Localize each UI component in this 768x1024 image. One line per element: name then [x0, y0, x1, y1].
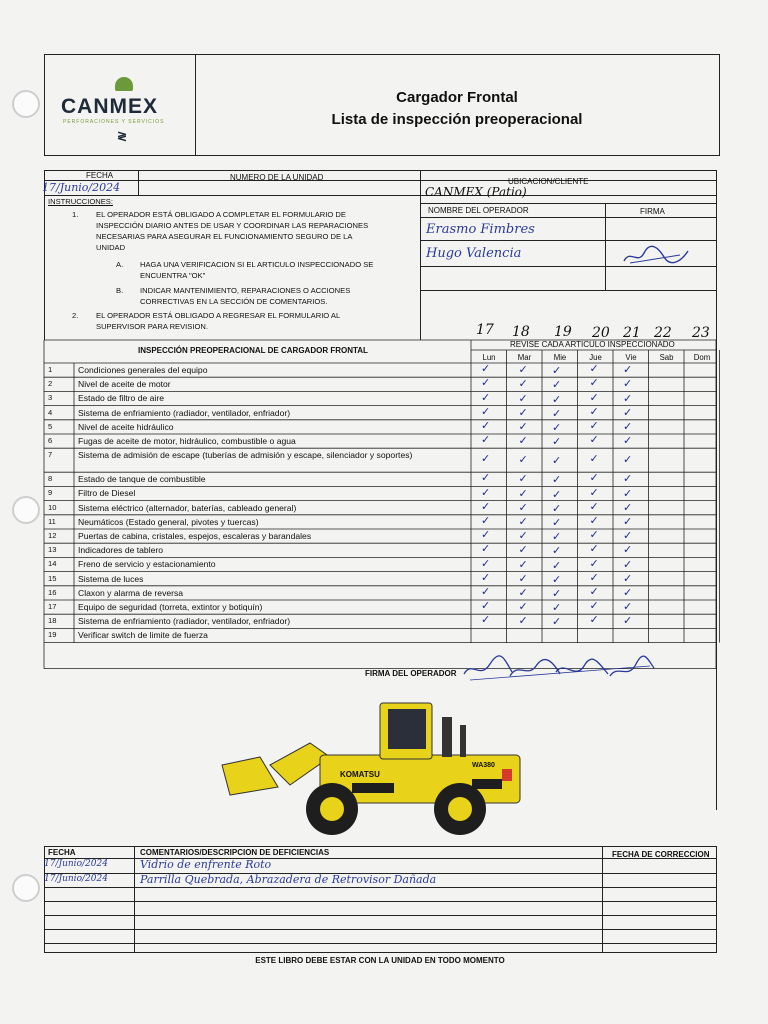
check-mark-icon: ✓: [623, 391, 633, 405]
check-mark-icon: ✓: [623, 434, 633, 448]
check-mark-icon: ✓: [589, 390, 599, 404]
check-mark-icon: ✓: [518, 500, 528, 514]
day-header: Vie: [625, 353, 637, 362]
check-mark-icon: ✓: [481, 528, 491, 542]
check-mark-icon: ✓: [481, 584, 491, 598]
check-mark-icon: ✓: [623, 405, 633, 419]
check-mark-icon: ✓: [481, 471, 491, 485]
check-mark-icon: ✓: [589, 471, 599, 485]
check-mark-icon: ✓: [623, 614, 633, 628]
date-number: 22: [654, 325, 672, 341]
check-mark-icon: ✓: [552, 364, 562, 378]
item-number: 8: [48, 474, 53, 484]
item-number: 18: [48, 616, 57, 626]
check-mark-icon: ✓: [518, 391, 528, 405]
item-text: Condiciones generales del equipo: [78, 365, 208, 375]
instruction-1-line: UNIDAD: [96, 243, 126, 252]
check-mark-icon: ✓: [589, 418, 599, 432]
check-mark-icon: ✓: [552, 558, 562, 572]
check-mark-icon: ✓: [481, 556, 491, 570]
comment-text: Parrilla Quebrada, Abrazadera de Retrovisor Dañada: [140, 873, 437, 886]
date-number: 19: [554, 324, 572, 340]
item-number: 13: [48, 545, 57, 555]
check-mark-icon: ✓: [552, 420, 562, 434]
check-mark-icon: ✓: [623, 363, 633, 377]
check-mark-icon: ✓: [552, 515, 562, 529]
check-mark-icon: ✓: [518, 543, 528, 557]
instruction-a-num: A.: [116, 260, 124, 269]
check-mark-icon: ✓: [552, 601, 562, 615]
item-number: 9: [48, 488, 53, 498]
check-mark-icon: ✓: [589, 542, 599, 556]
item-number: 11: [48, 516, 56, 526]
item-number: 6: [48, 436, 53, 445]
item-text: Estado de filtro de aire: [78, 393, 164, 404]
check-mark-icon: ✓: [552, 586, 562, 600]
item-text: Estado de tanque de combustible: [78, 474, 206, 485]
check-mark-icon: ✓: [518, 472, 528, 486]
check-mark-icon: ✓: [552, 392, 562, 406]
check-mark-icon: ✓: [518, 571, 528, 585]
item-text: Puertas de cabina, cristales, espejos, escaleras y barandales: [78, 531, 312, 541]
check-mark-icon: ✓: [481, 362, 491, 376]
check-mark-icon: ✓: [589, 499, 599, 513]
check-mark-icon: ✓: [623, 543, 633, 557]
section-label: INSPECCIÓN PREOPERACIONAL DE CARGADOR FRONTAL: [138, 346, 368, 355]
check-mark-icon: ✓: [518, 363, 528, 377]
instruction-2-line: EL OPERADOR ESTÁ OBLIGADO A REGRESAR EL FORMULARIO AL: [96, 311, 341, 320]
item-text: Neumáticos (Estado general, pivotes y tuercas): [78, 516, 259, 527]
item-text: Sistema de admisión de escape (tuberías de admisión y escape, silenciador y soportes): [78, 450, 413, 461]
check-mark-icon: ✓: [623, 600, 633, 614]
day-header: Dom: [693, 353, 711, 362]
item-number: 1: [48, 365, 53, 374]
check-mark-icon: ✓: [481, 418, 491, 432]
instruction-1-line: INSPECCIÓN DIARIO ANTES DE USAR Y COORDINAR LAS REPARACIONES: [96, 221, 369, 230]
page-title: Cargador Frontal: [396, 89, 518, 106]
check-mark-icon: ✓: [518, 453, 528, 467]
logo-mark-icon: ≷: [117, 129, 128, 143]
instruction-b-line: CORRECTIVAS EN LA SECCIÓN DE COMENTARIOS.: [140, 297, 328, 306]
item-text: Sistema de enfriamiento (radiador, ventilador, enfriador): [78, 616, 291, 627]
logo-name: CANMEX: [61, 95, 159, 118]
check-mark-icon: ✓: [518, 529, 528, 543]
binder-hole-bottom: [12, 874, 40, 902]
check-mark-icon: ✓: [481, 613, 491, 627]
item-text: Sistema eléctrico (alternador, baterías, cableado general): [78, 502, 297, 513]
item-number: 4: [48, 407, 53, 417]
check-mark-icon: ✓: [589, 485, 599, 499]
check-mark-icon: ✓: [518, 514, 528, 528]
check-mark-icon: ✓: [552, 572, 562, 586]
instruction-2-line: SUPERVISOR PARA REVISION.: [96, 322, 208, 331]
check-mark-icon: ✓: [589, 376, 599, 390]
binder-hole-top: [12, 90, 40, 118]
date-number: 17: [476, 322, 494, 338]
item-number: 19: [48, 630, 57, 640]
check-mark-icon: ✓: [552, 454, 562, 468]
check-mark-icon: ✓: [481, 599, 491, 613]
operador-name-2: Hugo Valencia: [426, 246, 522, 261]
comment-date: 17/Junio/2024: [44, 874, 108, 884]
inspection-table-grid: [40, 50, 720, 980]
comment-date: 17/Junio/2024: [44, 859, 108, 869]
front-loader-image: [220, 695, 540, 835]
check-mark-icon: ✓: [623, 472, 633, 486]
item-text: Claxon y alarma de reversa: [78, 587, 184, 598]
item-text: Fugas de aceite de motor, hidráulico, combustible o agua: [78, 436, 296, 446]
item-number: 3: [48, 393, 53, 403]
item-number: 17: [48, 602, 57, 611]
check-mark-icon: ✓: [518, 557, 528, 571]
check-mark-icon: ✓: [481, 390, 491, 404]
item-text: Nivel de aceite hidráulico: [78, 421, 174, 432]
date-number: 21: [623, 325, 641, 341]
ubicacion-value: CANMEX (Patio): [425, 185, 527, 199]
footer-note: ESTE LIBRO DEBE ESTAR CON LA UNIDAD EN TODO MOMENTO: [255, 956, 505, 965]
loader-model: WA380: [472, 762, 495, 769]
ubicacion-label: UBICACION/CLIENTE: [508, 177, 589, 186]
item-number: 14: [48, 559, 57, 569]
firma-label: FIRMA: [640, 207, 665, 216]
item-text: Nivel de aceite de motor: [78, 379, 171, 390]
date-number: 20: [592, 325, 610, 341]
check-mark-icon: ✓: [589, 513, 599, 527]
check-mark-icon: ✓: [623, 419, 633, 433]
day-header: Sab: [659, 353, 674, 362]
check-mark-icon: ✓: [481, 433, 491, 447]
instruction-a-line: ENCUENTRA "OK": [140, 271, 206, 280]
item-number: 10: [48, 502, 57, 512]
check-mark-icon: ✓: [623, 486, 633, 500]
check-mark-icon: ✓: [589, 404, 599, 418]
operador-name-1: Erasmo Fimbres: [426, 222, 535, 237]
check-mark-icon: ✓: [552, 406, 562, 420]
instruction-a-line: HAGA UNA VERIFICACION SI EL ARTICULO INSPECCIONADO SE: [140, 260, 374, 269]
check-mark-icon: ✓: [518, 419, 528, 433]
check-mark-icon: ✓: [589, 556, 599, 570]
check-mark-icon: ✓: [623, 557, 633, 571]
check-mark-icon: ✓: [481, 485, 491, 499]
day-header: Mar: [517, 353, 532, 362]
check-mark-icon: ✓: [589, 584, 599, 598]
date-number: 23: [692, 325, 710, 341]
check-mark-icon: ✓: [481, 376, 491, 390]
check-mark-icon: ✓: [623, 571, 633, 585]
fecha-value: 17/Junio/2024: [42, 181, 121, 194]
day-header: Mie: [553, 353, 567, 362]
check-mark-icon: ✓: [589, 528, 599, 542]
instruction-b-num: B.: [116, 286, 124, 295]
instruction-2-num: 2.: [72, 311, 79, 320]
item-number: 5: [48, 421, 53, 431]
instruction-1-num: 1.: [72, 210, 79, 219]
check-mark-icon: ✓: [623, 529, 633, 543]
comments-fecha-label: FECHA: [48, 848, 76, 857]
check-mark-icon: ✓: [481, 499, 491, 513]
check-mark-icon: ✓: [518, 614, 528, 628]
check-mark-icon: ✓: [481, 404, 491, 418]
check-mark-icon: ✓: [481, 513, 491, 527]
fecha-label: FECHA: [86, 171, 114, 180]
item-text: Sistema de luces: [78, 573, 144, 584]
check-mark-icon: ✓: [552, 473, 562, 487]
daily-signatures-icon: [460, 654, 660, 686]
loader-brand: KOMATSU: [340, 770, 380, 779]
review-label: REVISE CADA ARTICULO INSPECCIONADO: [510, 340, 675, 349]
item-text: Sistema de enfriamiento (radiador, ventilador, enfriador): [78, 407, 291, 418]
check-mark-icon: ✓: [623, 377, 633, 391]
check-mark-icon: ✓: [552, 544, 562, 558]
item-number: 2: [48, 379, 53, 389]
day-header: Lun: [482, 353, 496, 362]
day-header: Jue: [589, 353, 602, 362]
check-mark-icon: ✓: [481, 570, 491, 584]
date-number: 18: [512, 324, 530, 340]
instruction-1-line: EL OPERADOR ESTÁ OBLIGADO A COMPLETAR EL FORMULARIO DE: [96, 210, 346, 219]
check-mark-icon: ✓: [589, 362, 599, 376]
check-mark-icon: ✓: [589, 433, 599, 447]
check-mark-icon: ✓: [552, 435, 562, 449]
comments-desc-label: COMENTARIOS/DESCRIPCION DE DEFICIENCIAS: [140, 848, 330, 857]
check-mark-icon: ✓: [552, 615, 562, 629]
check-mark-icon: ✓: [552, 487, 562, 501]
check-mark-icon: ✓: [481, 452, 491, 466]
check-mark-icon: ✓: [518, 486, 528, 500]
page-subtitle: Lista de inspección preoperacional: [331, 111, 583, 128]
check-mark-icon: ✓: [589, 613, 599, 627]
unidad-label: NUMERO DE LA UNIDAD: [230, 173, 324, 182]
check-mark-icon: ✓: [481, 542, 491, 556]
inspection-sheet: [40, 50, 720, 980]
check-mark-icon: ✓: [518, 585, 528, 599]
check-mark-icon: ✓: [518, 377, 528, 391]
check-mark-icon: ✓: [552, 501, 562, 515]
item-number: 16: [48, 587, 57, 597]
instruction-1-line: NECESARIAS PARA ASEGURAR EL FUNCIONAMIENTO SEGURO DE LA: [96, 232, 353, 241]
check-mark-icon: ✓: [589, 452, 599, 466]
check-mark-icon: ✓: [518, 600, 528, 614]
check-mark-icon: ✓: [589, 570, 599, 584]
instructions-title: INSTRUCCIONES:: [48, 197, 113, 206]
item-text: Equipo de seguridad (torreta, extintor y botiquín): [78, 602, 263, 612]
check-mark-icon: ✓: [623, 585, 633, 599]
comment-text: Vidrio de enfrente Roto: [140, 858, 272, 871]
check-mark-icon: ✓: [518, 434, 528, 448]
item-number: 7: [48, 450, 53, 460]
check-mark-icon: ✓: [518, 405, 528, 419]
item-text: Indicadores de tablero: [78, 545, 164, 556]
item-number: 15: [48, 573, 57, 583]
correccion-label: FECHA DE CORRECCION: [612, 850, 710, 859]
check-mark-icon: ✓: [623, 453, 633, 467]
item-number: 12: [48, 531, 57, 540]
logo-tagline: PERFORACIONES Y SERVICIOS: [63, 119, 165, 125]
item-text: Verificar switch de limite de fuerza: [78, 630, 208, 641]
item-text: Filtro de Diesel: [78, 488, 136, 499]
check-mark-icon: ✓: [589, 599, 599, 613]
instruction-b-line: INDICAR MANTENIMIENTO, REPARACIONES O ACCIONES: [140, 286, 351, 295]
check-mark-icon: ✓: [623, 514, 633, 528]
operador-label: NOMBRE DEL OPERADOR: [428, 206, 529, 215]
check-mark-icon: ✓: [623, 500, 633, 514]
firma-operador-label: FIRMA DEL OPERADOR: [365, 669, 457, 678]
check-mark-icon: ✓: [552, 530, 562, 544]
item-text: Freno de servicio y estacionamiento: [78, 559, 216, 570]
binder-hole-middle: [12, 496, 40, 524]
check-mark-icon: ✓: [552, 378, 562, 392]
